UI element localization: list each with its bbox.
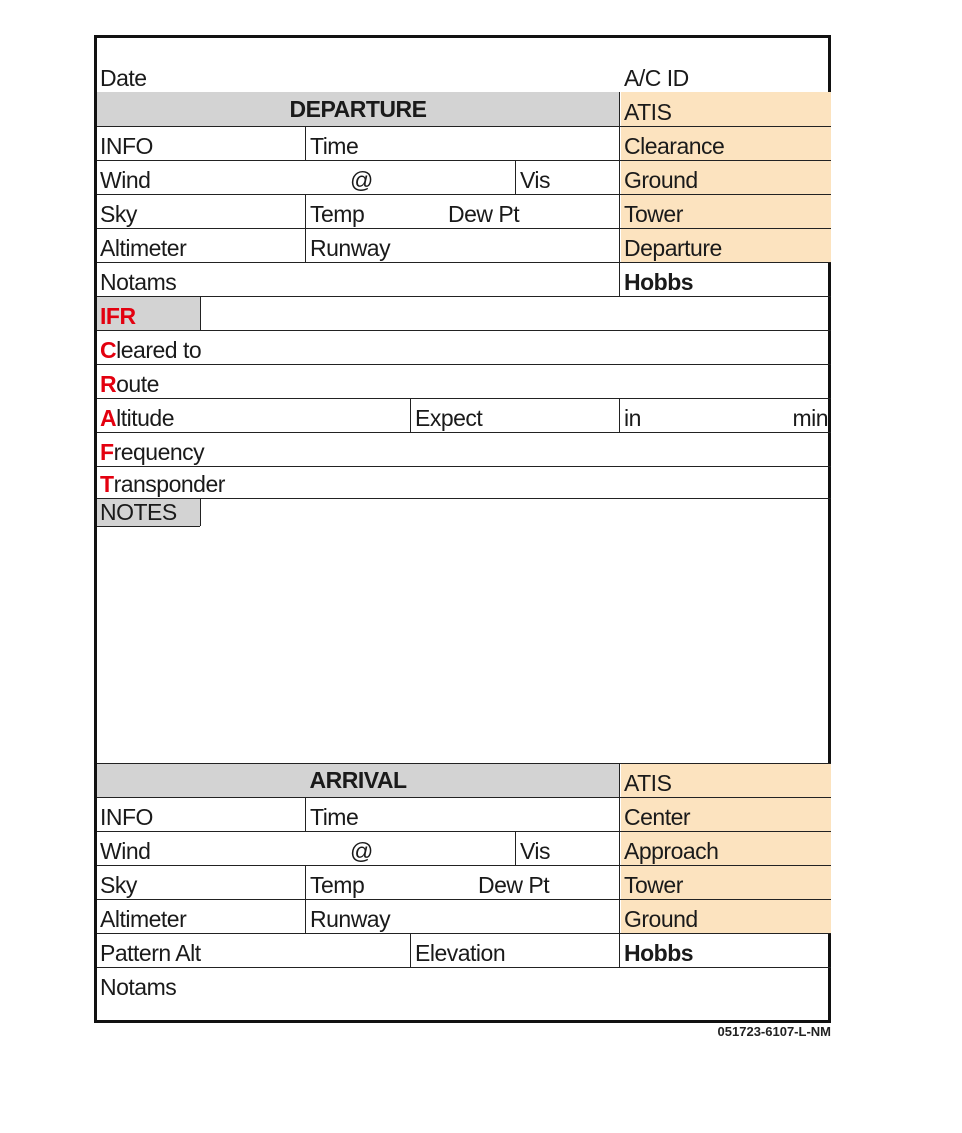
arr-altimeter-field[interactable] <box>97 899 305 933</box>
dep-time-field[interactable] <box>307 126 619 160</box>
rule <box>305 797 306 831</box>
arr-notams-label: Notams <box>100 974 177 1000</box>
dep-wind-at <box>347 160 387 194</box>
arrival-title: ARRIVAL <box>309 766 407 793</box>
ifr-route-initial: R <box>100 371 117 397</box>
dep-clearance-label: Clearance <box>624 133 725 159</box>
ifr-in-label: in <box>624 405 641 431</box>
rule <box>305 865 306 933</box>
arr-dewpt-label: Dew Pt <box>478 872 550 898</box>
ifr-cleared-initial: C <box>100 337 117 363</box>
dep-at-sign: @ <box>350 167 373 193</box>
ifr-transponder-field[interactable] <box>97 466 831 498</box>
arr-hobbs-field[interactable] <box>621 933 831 967</box>
arr-temp-label: Temp <box>310 872 365 898</box>
arr-temp-field[interactable] <box>307 865 457 899</box>
rule <box>515 831 516 865</box>
rule <box>97 763 831 764</box>
ifr-expect-time-field[interactable] <box>621 398 831 432</box>
rule <box>97 330 831 331</box>
rule <box>97 498 831 499</box>
rule <box>97 262 831 263</box>
arr-approach-field[interactable] <box>621 831 831 865</box>
arr-hobbs-label: Hobbs <box>624 940 694 966</box>
rule <box>200 296 201 330</box>
dep-notams-field[interactable] <box>97 262 619 296</box>
arr-pattern-alt-label: Pattern Alt <box>100 940 201 966</box>
dep-info-label: INFO <box>100 133 153 159</box>
rule <box>619 92 620 296</box>
rule <box>97 831 831 832</box>
dep-ground-label: Ground <box>624 167 698 193</box>
notes-header <box>97 498 200 526</box>
dep-ground-field[interactable] <box>621 160 831 194</box>
arr-atis-label: ATIS <box>624 770 672 796</box>
arr-wind-at <box>347 831 387 865</box>
dep-wind-label: Wind <box>100 167 151 193</box>
form-code: 051723-6107-L-NM <box>717 1024 831 1039</box>
dep-sky-field[interactable] <box>97 194 305 228</box>
dep-dewpt-label: Dew Pt <box>448 201 520 227</box>
arr-center-field[interactable] <box>621 797 831 831</box>
arr-runway-field[interactable] <box>307 899 619 933</box>
notes-title: NOTES <box>100 499 177 525</box>
rule <box>97 432 831 433</box>
dep-clearance-field[interactable] <box>621 126 831 160</box>
notes-area[interactable] <box>97 526 831 763</box>
arr-runway-label: Runway <box>310 906 391 932</box>
rule <box>97 967 831 968</box>
arr-center-label: Center <box>624 804 691 830</box>
arr-altimeter-label: Altimeter <box>100 906 187 932</box>
arr-sky-label: Sky <box>100 872 137 898</box>
dep-notams-label: Notams <box>100 269 177 295</box>
arr-notams-field[interactable] <box>97 967 831 1001</box>
departure-header <box>97 92 619 126</box>
rule <box>515 160 516 194</box>
dep-vis-label: Vis <box>520 167 551 193</box>
ifr-frequency-field[interactable] <box>97 432 831 466</box>
arr-at-sign: @ <box>350 838 373 864</box>
ifr-min-label: min <box>792 405 828 431</box>
ifr-header <box>97 296 200 330</box>
ifr-altitude-label: ltitude <box>116 405 174 431</box>
flight-planning-form <box>94 35 831 1023</box>
rule <box>97 228 831 229</box>
arr-approach-label: Approach <box>624 838 719 864</box>
rule <box>97 797 831 798</box>
dep-time-label: Time <box>310 133 359 159</box>
arr-ground-field[interactable] <box>621 899 831 933</box>
dep-departure-field[interactable] <box>621 228 831 262</box>
ifr-frequency-initial: F <box>100 439 114 465</box>
rule <box>97 398 831 399</box>
rule <box>619 398 620 432</box>
dep-atis-field[interactable] <box>621 92 831 126</box>
arr-vis-field[interactable] <box>517 831 619 865</box>
rule <box>97 466 831 467</box>
dep-departure-label: Departure <box>624 235 722 261</box>
rule <box>97 526 200 527</box>
ifr-title: IFR <box>100 303 136 329</box>
rule <box>305 194 306 262</box>
ifr-transponder-label: ransponder <box>113 471 225 497</box>
dep-runway-label: Runway <box>310 235 391 261</box>
dep-vis-field[interactable] <box>517 160 619 194</box>
rule <box>200 498 201 526</box>
ac-id-field[interactable] <box>621 38 831 92</box>
arr-pattern-alt-field[interactable] <box>97 933 409 967</box>
ifr-transponder-initial: T <box>100 471 114 497</box>
date-label: Date <box>100 65 147 91</box>
rule <box>97 899 831 900</box>
arr-atis-field[interactable] <box>621 763 831 797</box>
rule <box>410 398 411 432</box>
ifr-expect-label: Expect <box>415 405 483 431</box>
arr-sky-field[interactable] <box>97 865 305 899</box>
dep-wind-field[interactable] <box>97 160 337 194</box>
ifr-expect-field[interactable] <box>412 398 619 432</box>
arr-wind-field[interactable] <box>97 831 337 865</box>
dep-altimeter-field[interactable] <box>97 228 305 262</box>
ifr-route-label: oute <box>116 371 159 397</box>
arr-tower-field[interactable] <box>621 865 831 899</box>
rule <box>619 763 620 967</box>
arr-info-label: INFO <box>100 804 153 830</box>
dep-info-field[interactable] <box>97 126 305 160</box>
arr-elevation-field[interactable] <box>412 933 619 967</box>
dep-sky-label: Sky <box>100 201 137 227</box>
ifr-altitude-initial: A <box>100 405 117 431</box>
dep-hobbs-field[interactable] <box>621 262 831 296</box>
dep-altimeter-label: Altimeter <box>100 235 187 261</box>
rule <box>305 126 306 160</box>
ifr-cleared-label: leared to <box>116 337 202 363</box>
arr-dewpt-field[interactable] <box>475 865 619 899</box>
ifr-route-field[interactable] <box>97 364 831 398</box>
rule <box>410 933 411 967</box>
dep-tower-label: Tower <box>624 201 683 227</box>
dep-runway-field[interactable] <box>307 228 619 262</box>
ac-id-label: A/C ID <box>624 65 689 91</box>
ifr-altitude-field[interactable] <box>97 398 409 432</box>
departure-title: DEPARTURE <box>289 95 427 122</box>
arr-info-field[interactable] <box>97 797 305 831</box>
arr-vis-label: Vis <box>520 838 551 864</box>
date-field[interactable] <box>97 38 617 92</box>
rule <box>97 160 831 161</box>
ifr-frequency-label: requency <box>113 439 205 465</box>
dep-temp-field[interactable] <box>307 194 427 228</box>
arr-wind-label: Wind <box>100 838 151 864</box>
arr-time-label: Time <box>310 804 359 830</box>
arrival-header <box>97 763 619 797</box>
dep-atis-label: ATIS <box>624 99 672 125</box>
rule <box>97 865 831 866</box>
rule <box>97 296 831 297</box>
ifr-cleared-to-field[interactable] <box>97 330 831 364</box>
rule <box>97 194 831 195</box>
arr-ground-label: Ground <box>624 906 698 932</box>
dep-tower-field[interactable] <box>621 194 831 228</box>
rule <box>97 126 831 127</box>
arr-tower-label: Tower <box>624 872 683 898</box>
dep-temp-label: Temp <box>310 201 365 227</box>
rule <box>97 933 831 934</box>
arr-time-field[interactable] <box>307 797 619 831</box>
rule <box>97 364 831 365</box>
dep-hobbs-label: Hobbs <box>624 269 694 295</box>
dep-dewpt-field[interactable] <box>445 194 619 228</box>
arr-elevation-label: Elevation <box>415 940 506 966</box>
